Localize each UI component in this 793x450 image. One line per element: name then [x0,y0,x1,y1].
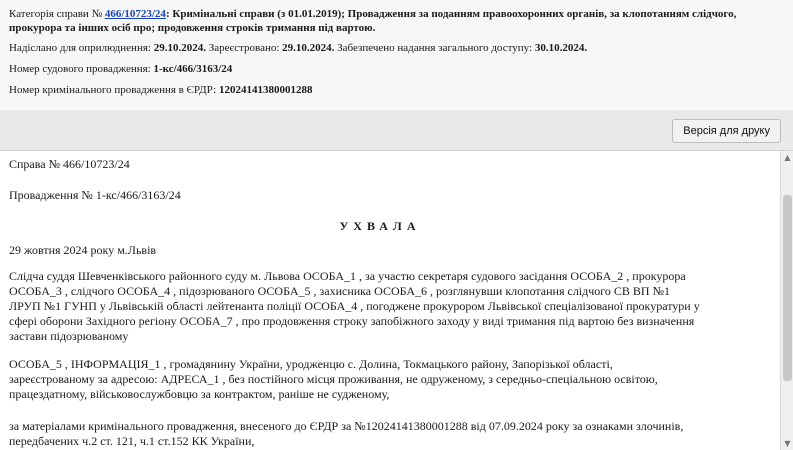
print-version-button[interactable]: Версія для друку [672,119,781,143]
sent-label: Надіслано для оприлюднення: [9,42,151,54]
case-category-label: Категорія справи № [9,8,103,20]
doc-proceeding-number: Провадження № 1-кс/466/3163/24 [9,188,181,202]
case-category-line-cont [9,21,375,35]
para2-line: ОСОБА_5 , ІНФОРМАЦІЯ_1 , громадянину України, уродженцю с. Долина, Токмацького району, Запорізької області, [9,357,613,371]
para3-line: за матеріалами кримінального провадження, внесеного до ЄРДР за №12024141380001288 від 07.09.2024 року за ознаками злочинів, [9,419,684,433]
erdr-number-line [9,83,313,97]
sent-value: 29.10.2024. [153,42,206,54]
proceeding-value: 1-кс/466/3163/24 [153,63,233,75]
scrollbar-thumb[interactable] [783,195,792,381]
para1-line: ОСОБА_3 , слідчого ОСОБА_4 , підозрюваного ОСОБА_5 , захисника ОСОБА_6 , розглянувши клопотання слідчого СВ ВП №1 [9,284,671,298]
case-metadata-panel [0,0,793,110]
case-category-value-cont: прокурора та інших осіб про; продовження строків тримання під вартою. [9,22,376,34]
document-scrollbar[interactable] [780,151,793,450]
erdr-value: 12024141380001288 [219,84,313,96]
document-text-area[interactable] [0,151,780,450]
access-label: Забезпечено надання загального доступу: [337,42,533,54]
document-toolbar [0,110,793,151]
doc-date-place: 29 жовтня 2024 року м.Львів [9,243,157,257]
para2-line: працездатному, військовослужбовцю за контрактом, раніше не судженому, [9,387,390,401]
access-value: 30.10.2024. [534,42,588,54]
para1-line: сфері оборони Західного регіону ОСОБА_7 , про продовження строку запобіжного заходу у виді тримання під вартою без визначення [9,314,695,328]
case-category-value: : Кримінальні справи (з 01.01.2019); Провадження за поданням правоохоронних органів, за клопотанням слідчого, [165,8,737,20]
case-dates-line [9,41,587,55]
registered-value: 29.10.2024. [282,42,335,54]
document-title: УХВАЛА [339,219,421,233]
registered-label: Зареєстровано: [208,42,280,54]
erdr-label: Номер кримінального провадження в ЄРДР: [9,84,217,96]
triangle-down-icon[interactable]: ▼ [784,439,791,448]
para1-line: застави підозрюваному [9,329,129,343]
para1-line: Слідча суддя Шевченківського районного суду м. Львова ОСОБА_1 , за участю секретаря судового засідання ОСОБА_2 , прокурора [9,269,686,283]
proceeding-number-line [9,62,232,76]
para2-line: зареєстрованому за адресою: АДРЕСА_1 , без постійного місця проживання, не одруженому, з середньо-спеціальною освітою, [9,372,658,386]
para3-line: передбачених ч.2 ст. 121, ч.1 ст.152 КК України, [9,434,255,448]
doc-case-number: Справа № 466/10723/24 [9,157,130,171]
para1-line: ЛРУП №1 ГУНП у Львівській області лейтенанта поліції ОСОБА_4 , погоджене прокурором Львівської спеціалізованої прокуратури у [9,299,700,313]
case-category-line [9,7,736,21]
triangle-up-icon[interactable]: ▲ [784,153,791,162]
case-number-link[interactable]: 466/10723/24 [104,8,166,20]
proceeding-label: Номер судового провадження: [9,63,151,75]
